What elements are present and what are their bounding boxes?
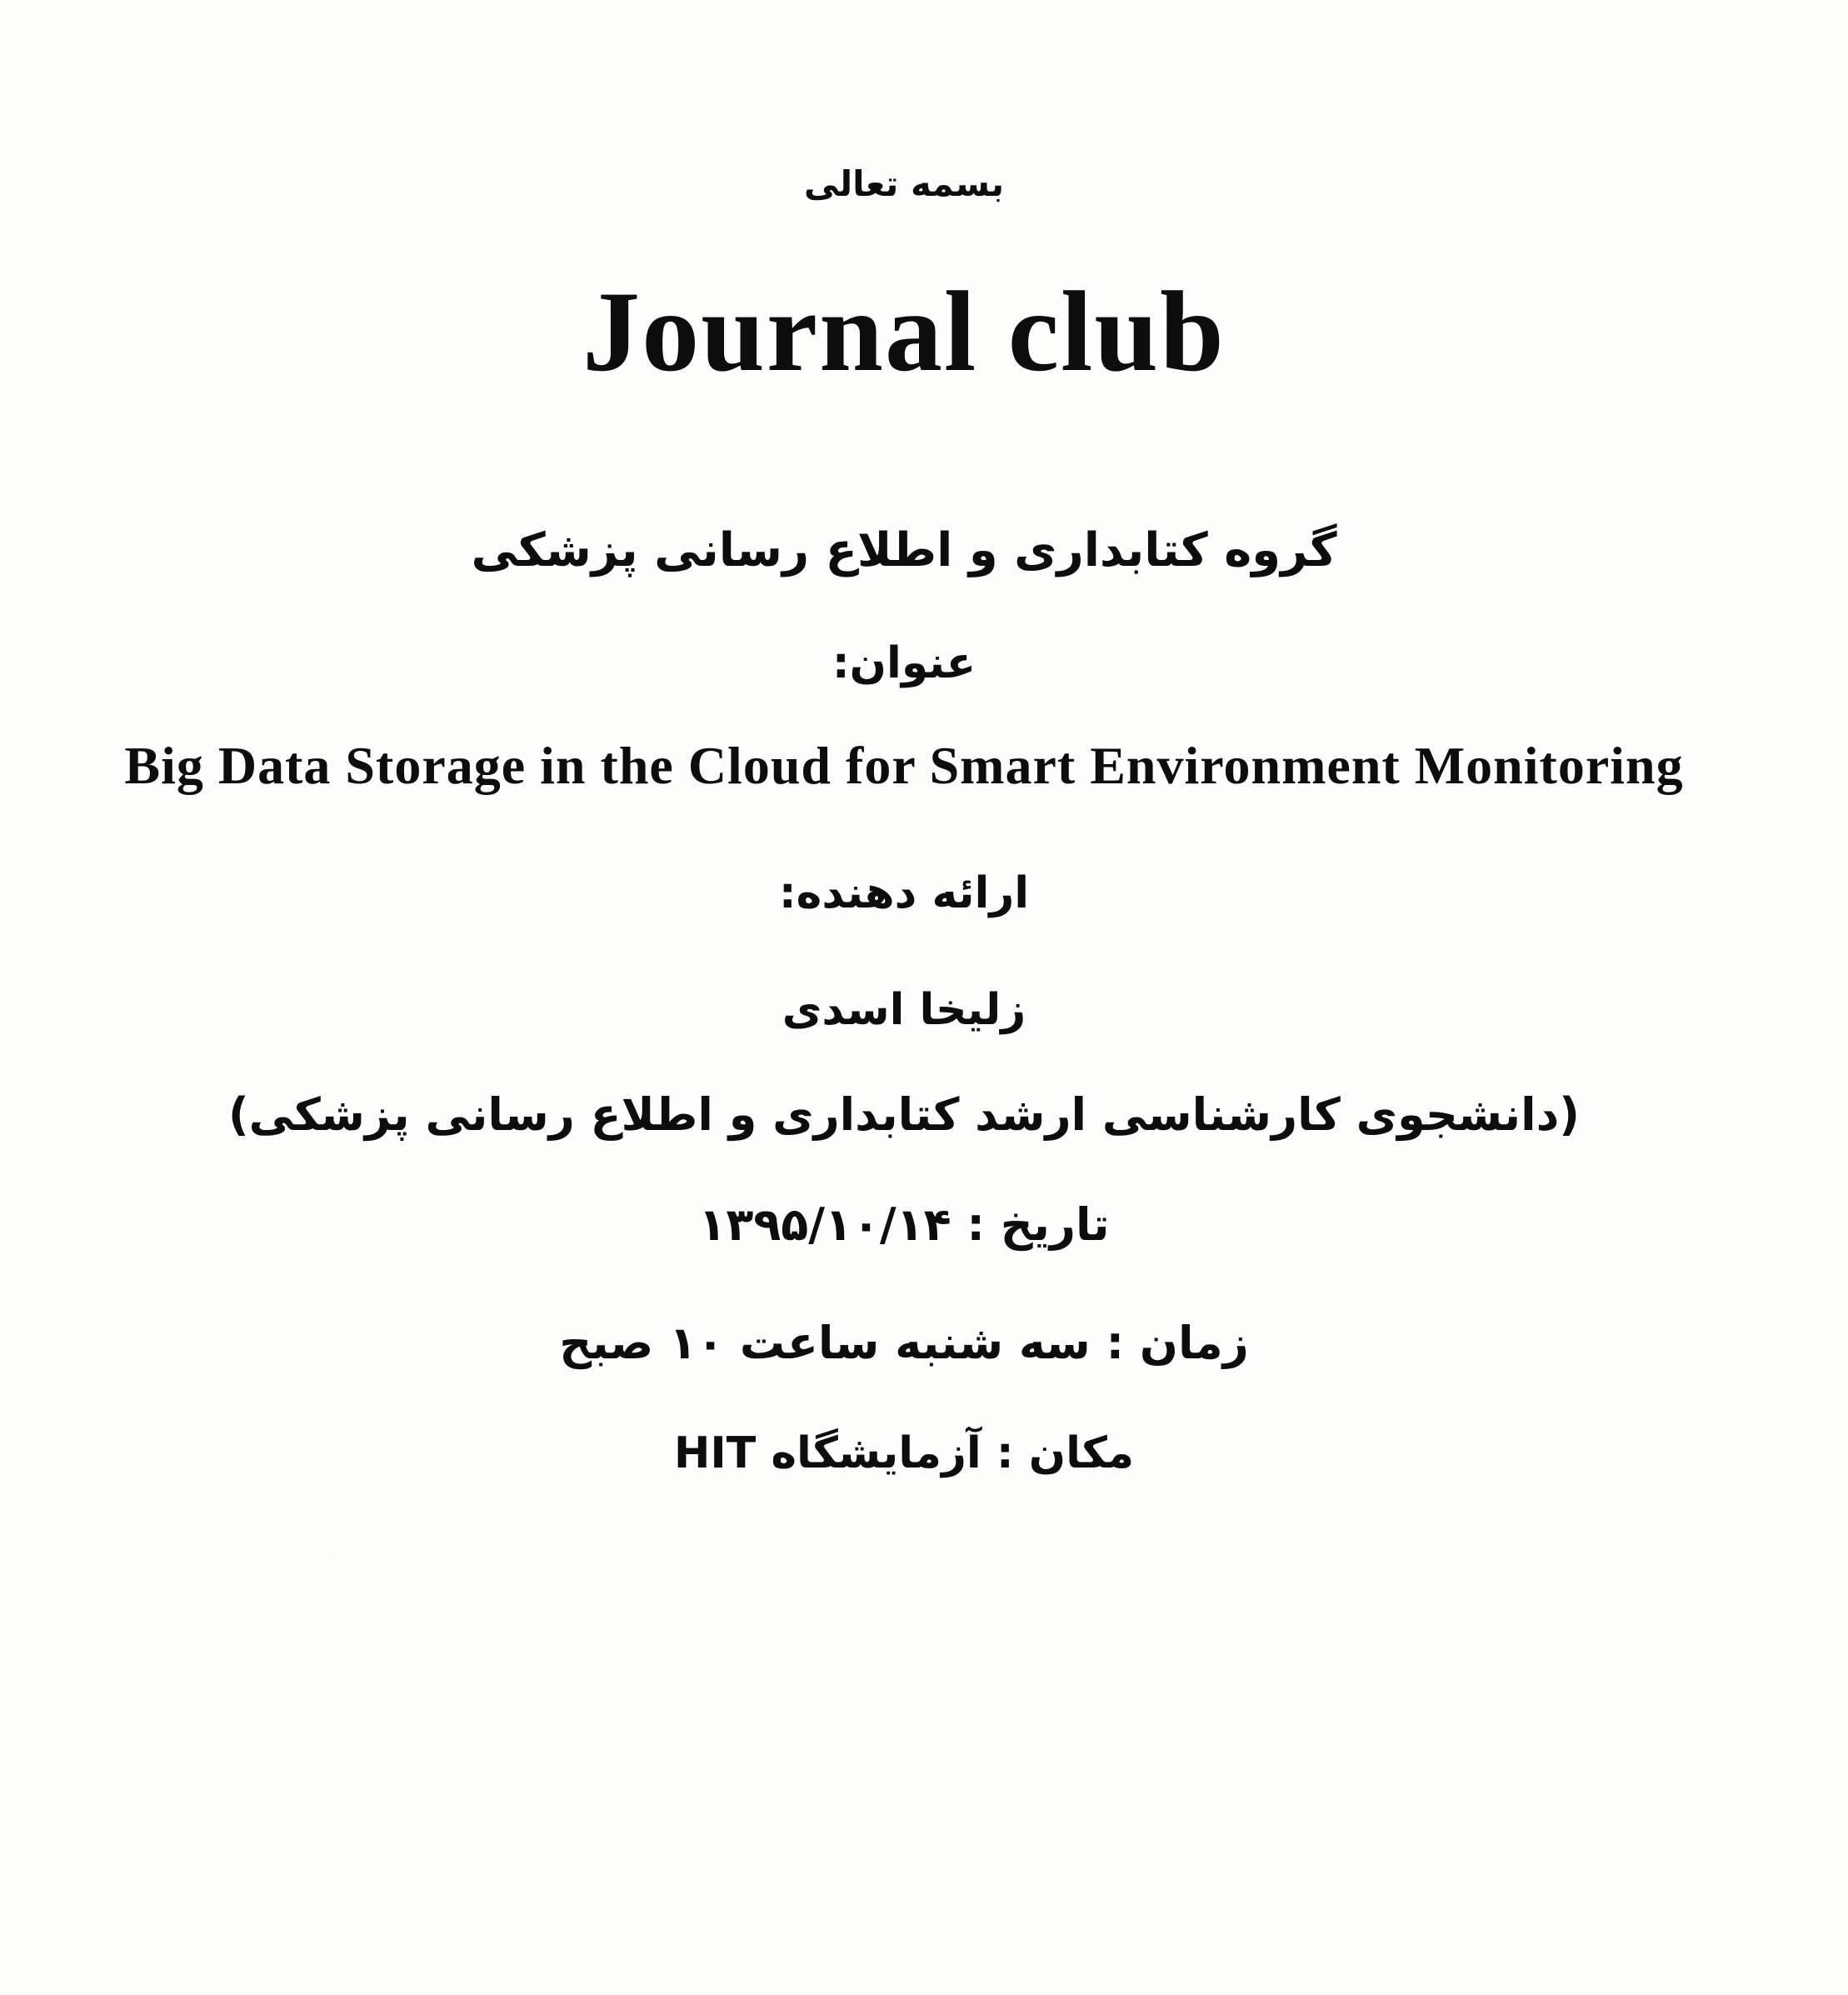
- bismillah-text: بسمه تعالی: [803, 163, 1005, 204]
- presenter-degree: (دانشجوی کارشناسی ارشد کتابداری و اطلاع رسانی پزشکی): [228, 1088, 1580, 1141]
- department-name: گروه کتابداری و اطلاع رسانی پزشکی: [471, 523, 1337, 578]
- presenter-name: زلیخا اسدی: [782, 985, 1026, 1035]
- session-location: مکان : آزمایشگاه HIT: [673, 1428, 1135, 1478]
- presenter-label: ارائه دهنده:: [778, 868, 1030, 918]
- title-label: عنوان:: [832, 638, 976, 688]
- session-time: زمان : سه شنبه ساعت ۱۰ صبح: [559, 1317, 1249, 1369]
- paper-title: Big Data Storage in the Cloud for Smart Environment Monitoring: [124, 736, 1684, 795]
- page-title: Journal club: [582, 268, 1226, 395]
- session-date: تاریخ : ۱۳۹۵/۱۰/۱۴: [698, 1198, 1110, 1251]
